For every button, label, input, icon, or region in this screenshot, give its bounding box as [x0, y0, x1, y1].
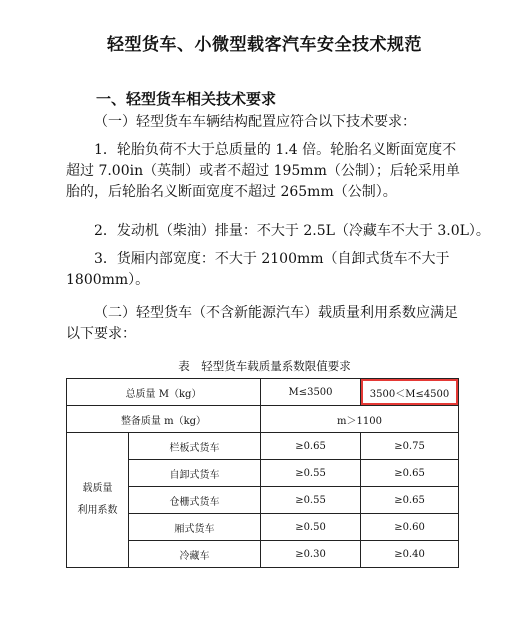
paragraph-1 — [66, 112, 476, 133]
table-caption: 表 轻型货车载质量系数限值要求 — [178, 359, 351, 373]
coefficient-value: ≥0.55 — [261, 487, 361, 514]
group-label — [67, 433, 129, 568]
coefficient-value: ≥0.75 — [361, 433, 459, 460]
curb-mass-value: m＞1100 — [261, 406, 459, 433]
table-row — [67, 379, 459, 406]
vehicle-type: 仓栅式货车 — [129, 487, 261, 514]
paragraph-5 — [66, 303, 476, 345]
paragraph-line: 1800mm）。 — [66, 272, 150, 288]
coefficient-value: ≥0.30 — [261, 541, 361, 568]
paragraph-2 — [66, 140, 476, 203]
table-row — [67, 406, 459, 433]
paragraph-line: 超过 7.00in（英制）或者不超过 195mm（公制）；后轮采用单 — [66, 163, 460, 179]
document-title: 轻型货车、小微型载客汽车安全技术规范 — [107, 35, 422, 55]
section-heading: 一、轻型货车相关技术要求 — [96, 90, 277, 108]
col1-header: M≤3500 — [261, 379, 361, 406]
coefficient-value: ≥0.65 — [261, 433, 361, 460]
group-label-line: 载质量 — [82, 483, 113, 494]
coefficient-value: ≥0.40 — [361, 541, 459, 568]
paragraph-line: 2．发动机（柴油）排量：不大于 2.5L（冷藏车不大于 3.0L）。 — [94, 223, 490, 239]
table-row — [67, 433, 459, 460]
paragraph-4 — [66, 249, 476, 291]
paragraph-3 — [66, 221, 490, 242]
coefficient-value: ≥0.60 — [361, 514, 459, 541]
coefficient-value: ≥0.55 — [261, 460, 361, 487]
paragraph-line: （二）轻型货车（不含新能源汽车）载质量利用系数应满足 — [94, 305, 458, 321]
paragraph-line: 以下要求： — [66, 326, 136, 342]
vehicle-type: 自卸式货车 — [129, 460, 261, 487]
col2-header-highlighted: 3500＜M≤4500 — [361, 379, 459, 406]
coefficient-value: ≥0.65 — [361, 487, 459, 514]
paragraph-line: 1．轮胎负荷不大于总质量的 1.4 倍。轮胎名义断面宽度不 — [94, 142, 457, 158]
coefficient-value: ≥0.65 — [361, 460, 459, 487]
vehicle-type: 厢式货车 — [129, 514, 261, 541]
vehicle-type: 冷藏车 — [129, 541, 261, 568]
group-label-line: 利用系数 — [77, 505, 118, 516]
vehicle-type: 栏板式货车 — [129, 433, 261, 460]
limits-table — [66, 378, 459, 568]
paragraph-line: （一）轻型货车车辆结构配置应符合以下技术要求： — [94, 114, 416, 130]
paragraph-line: 胎的，后轮胎名义断面宽度不超过 265mm（公制）。 — [66, 184, 397, 200]
coefficient-value: ≥0.50 — [261, 514, 361, 541]
paragraph-line: 3．货厢内部宽度：不大于 2100mm（自卸式货车不大于 — [94, 251, 450, 267]
total-mass-label: 总质量 M（kg） — [67, 379, 261, 406]
curb-mass-label: 整备质量 m（kg） — [67, 406, 261, 433]
